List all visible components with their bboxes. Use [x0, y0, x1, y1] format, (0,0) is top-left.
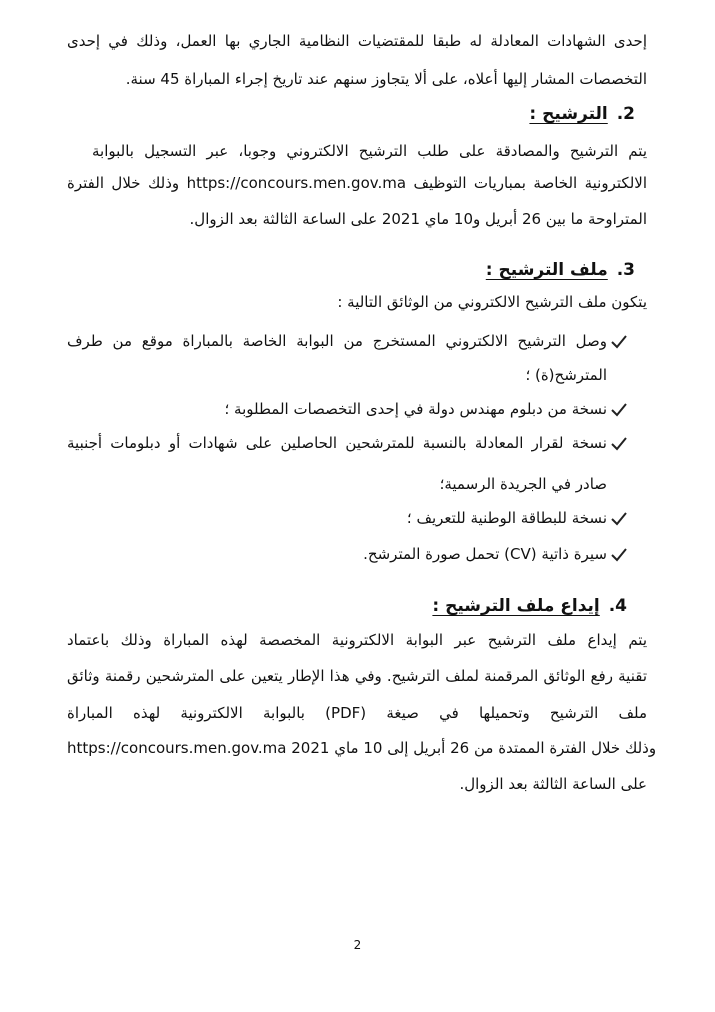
section-3-intro: يتكون ملف الترشيح الالكتروني من الوثائق التالية :: [337, 293, 647, 311]
checkmark-icon: [610, 333, 628, 351]
section-4-heading: [432, 594, 627, 618]
section-2-line-1: يتم الترشيح والمصادقة على طلب الترشيح الالكتروني وجوبا، عبر التسجيل بالبوابة: [92, 142, 647, 160]
list-item-3-line-2: صادر في الجريدة الرسمية؛: [439, 475, 607, 493]
section-4-line-4: https://concours.men.gov.ma وذلك خلال الفترة الممتدة من 26 أبريل إلى 10 ماي 2021: [67, 739, 657, 757]
checkmark-icon: [610, 546, 628, 564]
list-item-4: نسخة للبطاقة الوطنية للتعريف ؛: [406, 509, 607, 527]
list-item-2: نسخة من دبلوم مهندس دولة في إحدى التخصصات المطلوبة ؛: [224, 400, 607, 418]
section-4-number: 4.: [608, 596, 627, 616]
intro-line-2: التخصصات المشار إليها أعلاه، على ألا يتجاوز سنهم عند تاريخ إجراء المباراة 45 سنة.: [125, 70, 647, 88]
checkmark-icon: [610, 435, 628, 453]
section-4-line-5: على الساعة الثالثة بعد الزوال.: [459, 775, 647, 793]
section-4-title: إيداع ملف الترشيح :: [432, 596, 600, 616]
section-2-line-2: الالكترونية الخاصة بمباريات التوظيف https://concours.men.gov.ma وذلك خلال الفترة: [67, 174, 647, 192]
section-3-title: ملف الترشيح :: [485, 260, 608, 280]
section-2-line-3: المتراوحة ما بين 26 أبريل و10 ماي 2021 على الساعة الثالثة بعد الزوال.: [189, 210, 647, 228]
list-item-3-line-1: نسخة لقرار المعادلة بالنسبة للمترشحين الحاصلين على شهادات أو دبلومات أجنبية: [67, 434, 607, 452]
section-3-heading: [486, 258, 635, 282]
section-2-heading: [529, 102, 635, 126]
checkmark-icon: [610, 401, 628, 419]
section-2-number: 2.: [616, 104, 635, 124]
page-number: 2: [353, 938, 362, 952]
checkmark-icon: [610, 510, 628, 528]
section-4-line-2: تقنية رفع الوثائق المرقمنة لملف الترشيح. وفي هذا الإطار يتعين على المترشحين رقمنة وثائق: [67, 667, 647, 685]
list-item-5: سيرة ذاتية (CV) تحمل صورة المترشح.: [363, 545, 607, 563]
section-4-line-1: يتم إيداع ملف الترشيح عبر البوابة الالكترونية المخصصة لهذه المباراة وذلك باعتماد: [67, 631, 647, 649]
list-item-1-line-2: المترشح(ة) ؛: [525, 366, 607, 384]
section-4-line-3: ملف الترشيح وتحميلها في صيغة (PDF) بالبوابة الالكترونية لهذه المباراة: [67, 704, 647, 722]
intro-line-1: إحدى الشهادات المعادلة له طبقا للمقتضيات النظامية الجاري بها العمل، وذلك في إحدى: [67, 32, 647, 50]
section-3-number: 3.: [616, 260, 635, 280]
section-2-title: الترشيح :: [529, 104, 608, 124]
list-item-1-line-1: وصل الترشيح الالكتروني المستخرج من البوابة الخاصة بالمباراة موقع من طرف: [67, 332, 607, 350]
